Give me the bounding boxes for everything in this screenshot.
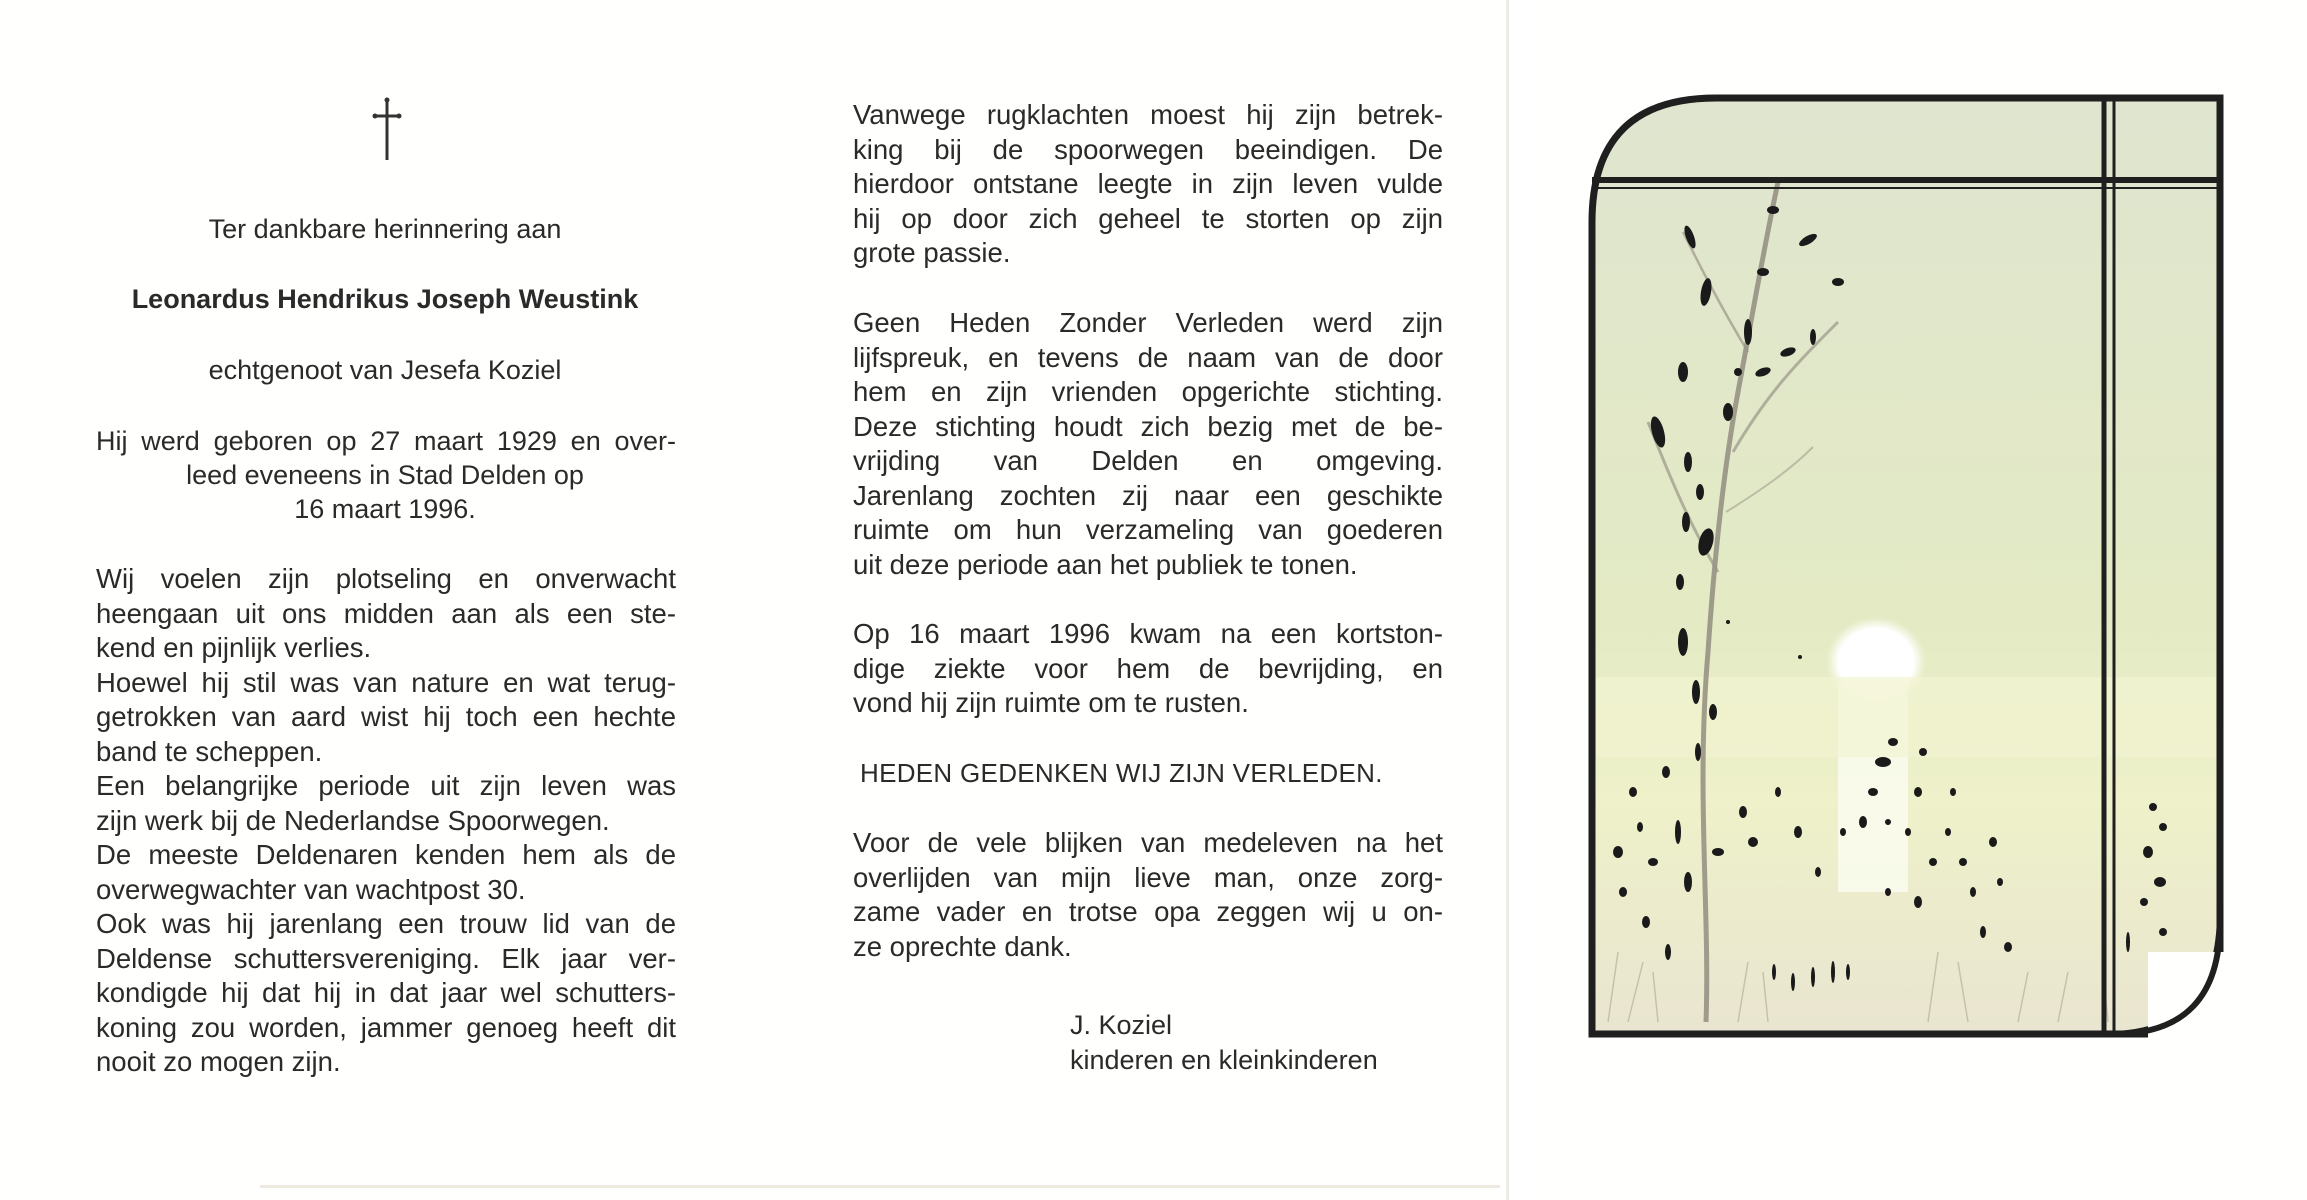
signature-family: kinderen en kleinkinderen <box>1070 1045 1378 1075</box>
birth-line-1: Hij werd geboren op 27 maart 1929 en over- <box>96 426 676 456</box>
body-line: kondigde hij dat hij in dat jaar wel schutters- <box>96 977 676 1008</box>
body-line: band te scheppen. <box>96 735 323 767</box>
card-bottom-edge <box>260 1185 1500 1188</box>
window-tree-illustration <box>1588 92 2228 1042</box>
paragraph-passing <box>853 617 1443 721</box>
body-line: Vanwege rugklachten moest hij zijn betrek- <box>853 99 1443 130</box>
deceased-name: Leonardus Hendrikus Joseph Weustink <box>131 284 639 314</box>
signature-block <box>1070 1008 1378 1078</box>
body-line: Op 16 maart 1996 kwam na een kortston- <box>853 618 1443 649</box>
body-line: uit deze periode aan het publiek te tonen. <box>853 548 1358 580</box>
body-line: vrijding van Delden en omgeving. <box>853 445 1443 476</box>
body-line: De meeste Deldenaren kenden hem als de <box>96 839 676 870</box>
body-line: Wij voelen zijn plotseling en onverwacht <box>96 563 676 594</box>
body-line: hierdoor ontstane leegte in zijn leven vulde <box>853 168 1443 199</box>
closing-motto: HEDEN GEDENKEN WIJ ZIJN VERLEDEN. <box>860 758 1383 788</box>
body-line: ruimte om hun verzameling van goederen <box>853 514 1443 545</box>
spouse-text: echtgenoot van Jesefa Koziel <box>208 355 562 385</box>
body-line: vond hij zijn ruimte om te rusten. <box>853 687 1249 718</box>
birth-line-2: leed eveneens in Stad Delden op <box>186 460 584 490</box>
body-line: king bij de spoorwegen beeindigen. De <box>853 133 1443 165</box>
left-panel <box>0 0 760 1200</box>
body-line: zijn werk bij de Nederlandse Spoorwegen. <box>96 804 610 836</box>
body-line: nooit zo mogen zijn. <box>96 1046 341 1077</box>
card-fold <box>1506 0 1509 1200</box>
body-line: Een belangrijke periode uit zijn leven was <box>96 770 676 801</box>
paragraph-thanks <box>853 826 1443 964</box>
body-line: Hoewel hij stil was van nature en wat terug- <box>96 666 676 698</box>
body-line: heengaan uit ons midden aan als een ste- <box>96 597 676 629</box>
body-line: kend en pijnlijk verlies. <box>96 632 372 663</box>
paragraph-foundation <box>853 306 1443 582</box>
body-line: koning zou worden, jammer genoeg heeft dit <box>96 1011 676 1043</box>
body-line: overwegwachter van wachtpost 30. <box>96 873 526 905</box>
body-line: Deldense schuttersvereniging. Elk jaar ver- <box>96 942 676 974</box>
body-line: hij op door zich geheel te storten op zijn <box>853 202 1443 234</box>
middle-panel <box>760 0 1500 1200</box>
intro-text: Ter dankbare herinnering aan <box>208 214 562 244</box>
body-line: dige ziekte voor hem de bevrijding, en <box>853 652 1443 684</box>
body-line: getrokken van aard wist hij toch een hechte <box>96 701 676 732</box>
body-line: Geen Heden Zonder Verleden werd zijn <box>853 307 1443 338</box>
body-line: lijfspreuk, en tevens de naam van de door <box>853 341 1443 373</box>
body-line: zame vader en trotse opa zeggen wij u on- <box>853 896 1443 927</box>
paragraph-career <box>853 98 1443 271</box>
left-body-text <box>96 562 676 1080</box>
body-line: hem en zijn vrienden opgerichte stichting. <box>853 376 1443 407</box>
body-line: Deze stichting houdt zich bezig met de be- <box>853 410 1443 442</box>
birth-line-3: 16 maart 1996. <box>294 494 476 524</box>
body-line: Voor de vele blijken van medeleven na het <box>853 827 1443 858</box>
body-line: Ook was hij jarenlang een trouw lid van de <box>96 908 676 939</box>
body-line: ze oprechte dank. <box>853 930 1072 962</box>
cross-icon <box>362 96 412 166</box>
body-line: grote passie. <box>853 237 1011 268</box>
body-line: Jarenlang zochten zij naar een geschikte <box>853 479 1443 511</box>
signature-name: J. Koziel <box>1070 1010 1173 1040</box>
body-line: overlijden van mijn lieve man, onze zorg- <box>853 861 1443 893</box>
